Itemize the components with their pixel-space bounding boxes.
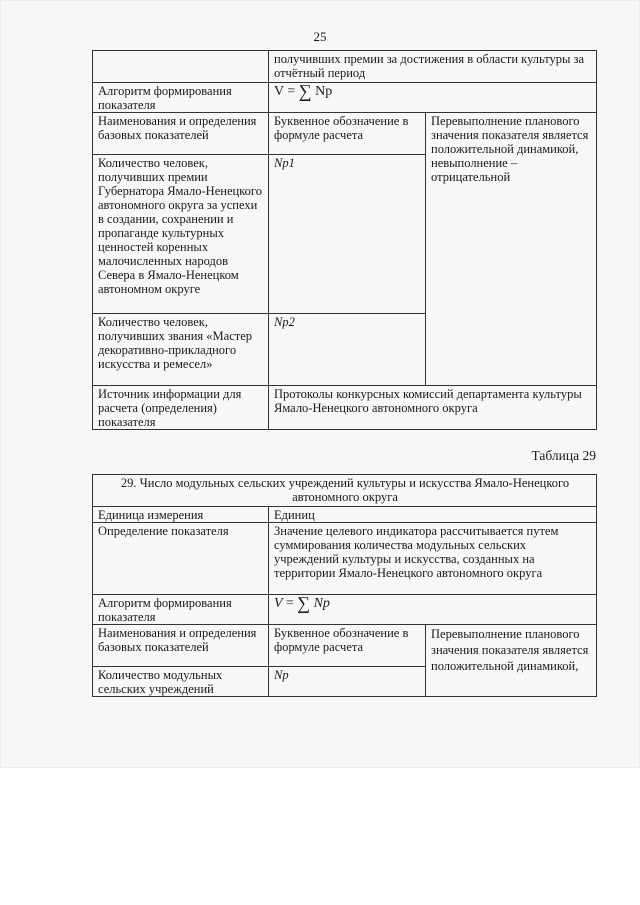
table-row <box>93 595 597 625</box>
table-row <box>93 625 597 667</box>
unit-value: Единиц <box>269 507 597 523</box>
sum-symbol: ∑ <box>297 593 311 613</box>
formula-v: V <box>274 84 284 99</box>
table-row <box>93 507 597 523</box>
assessment-text: Перевыполнение планового значения показателя является положительной динамикой, <box>426 625 597 697</box>
table-row <box>93 386 597 430</box>
empty-cell <box>93 51 269 83</box>
formula-eq: = <box>285 596 294 611</box>
formula-eq: = <box>287 84 296 99</box>
table-29-title: 29. Число модульных сельских учреждений культуры и искусства Ямало-Ненецкого автономного округа <box>93 475 597 507</box>
algorithm-formula <box>269 83 597 113</box>
table-row <box>93 113 597 155</box>
source-value: Протоколы конкурсных комиссий департамента культуры Ямало-Ненецкого автономного округа <box>269 386 597 430</box>
indicator-1-label: Количество человек, получивших премии Губернатора Ямало-Ненецкого автономного округа за успехи в создании, сохранении и пропаганде культурных ценностей коренных малочисленных народов Севера в Ямало-Ненецком автономном округе <box>93 155 269 314</box>
award-text-continued: получивших премии за достижения в области культуры за отчётный период <box>269 51 597 83</box>
unit-label: Единица измерения <box>93 507 269 523</box>
indicator-1-symbol: Np <box>269 667 426 697</box>
indicator-1-label: Количество модульных сельских учреждений <box>93 667 269 697</box>
source-label: Источник информации для расчета (определения) показателя <box>93 386 269 430</box>
indicator-1-symbol: Np1 <box>269 155 426 314</box>
definition-value: Значение целевого индикатора рассчитывается путем суммирования количества модульных сельских учреждений культуры и искусства, созданных на территории Ямало-Ненецкого автономного округа <box>269 523 597 595</box>
algorithm-formula <box>269 595 597 625</box>
indicator-2-symbol: Np2 <box>269 314 426 386</box>
algorithm-label: Алгоритм формирования показателя <box>93 83 269 113</box>
table-row <box>93 51 597 83</box>
table-row <box>93 523 597 595</box>
assessment-text: Перевыполнение планового значения показателя является положительной динамикой, невыполнение – отрицательной <box>426 113 597 386</box>
formula-var: Np <box>313 596 330 611</box>
symbol-header: Буквенное обозначение в формуле расчета <box>269 625 426 667</box>
base-indicators-label: Наименования и определения базовых показателей <box>93 113 269 155</box>
formula-var: Np <box>315 84 333 99</box>
blank-area <box>0 768 640 905</box>
indicator-2-label: Количество человек, получивших звания «Мастер декоративно-прикладного искусства и ремесел» <box>93 314 269 386</box>
indicator-table-29 <box>92 474 597 697</box>
sum-symbol: ∑ <box>298 81 312 101</box>
formula-v: V <box>274 596 283 611</box>
definition-label: Определение показателя <box>93 523 269 595</box>
indicator-table-28-continued <box>92 50 597 430</box>
algorithm-label: Алгоритм формирования показателя <box>93 595 269 625</box>
page-number: 25 <box>313 29 327 44</box>
table-row <box>93 475 597 507</box>
table-row <box>93 83 597 113</box>
table-29-caption: Таблица 29 <box>531 448 596 463</box>
base-indicators-label: Наименования и определения базовых показателей <box>93 625 269 667</box>
symbol-header: Буквенное обозначение в формуле расчета <box>269 113 426 155</box>
